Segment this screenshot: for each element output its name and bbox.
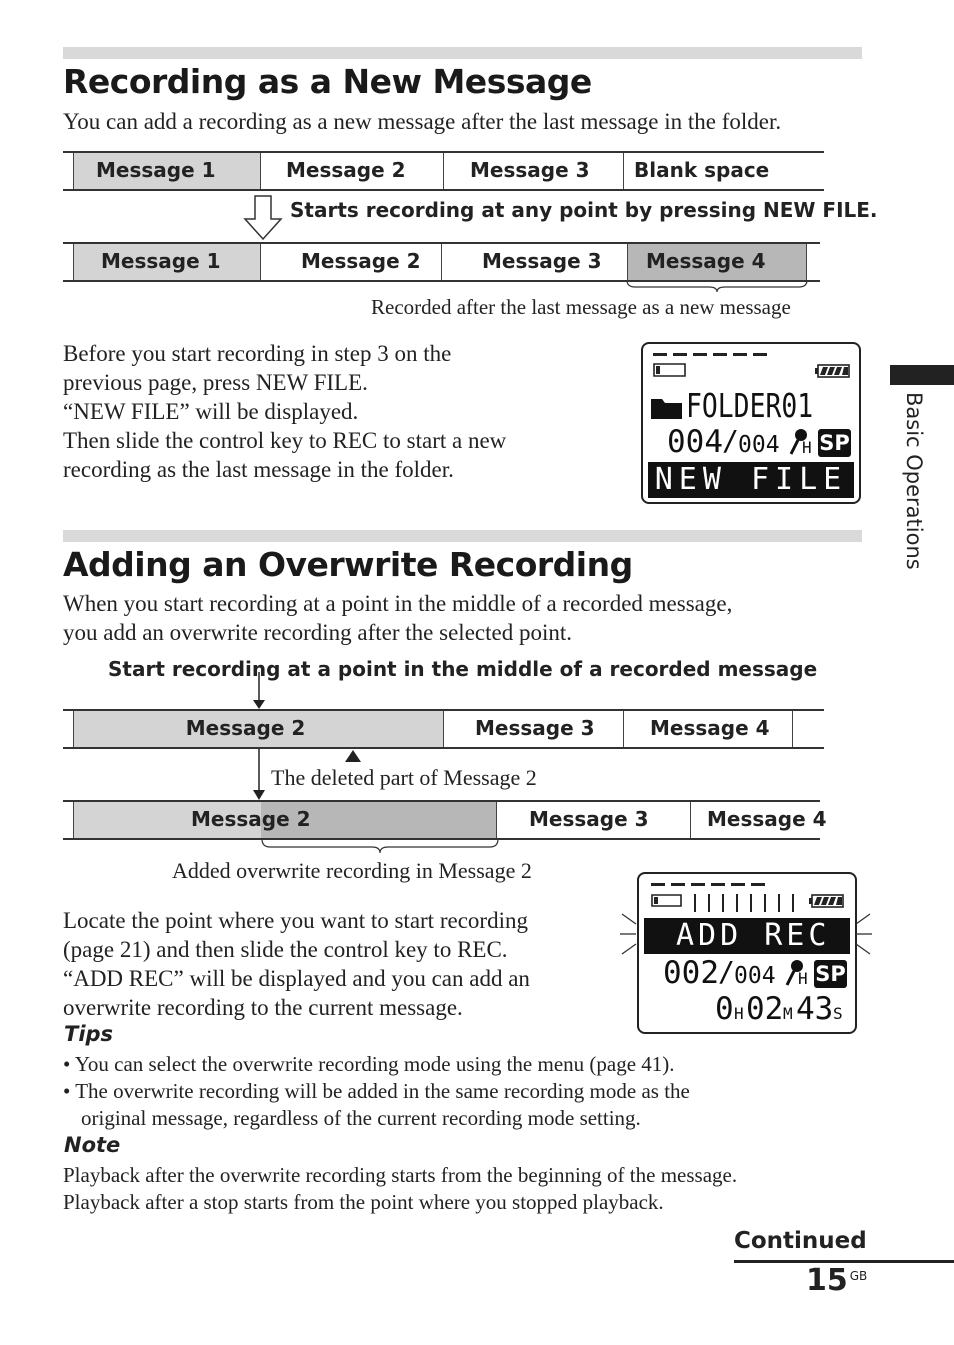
tip-item-continued: original message, regardless of the current recording mode setting. [81, 1106, 641, 1130]
caption: Recorded after the last message as a new message [371, 295, 791, 319]
message-total: 004 [734, 963, 776, 989]
tips-list [63, 1051, 690, 1132]
message-cell: Message 4 [623, 711, 793, 747]
message-row-after [63, 800, 827, 840]
body-text [63, 906, 530, 1022]
page-number-value: 15 [806, 1263, 848, 1298]
caption: Added overwrite recording in Message 2 [172, 858, 532, 883]
message-cell: Message 1 [73, 153, 260, 189]
tip-item: • The overwrite recording will be added in the same recording mode as the [63, 1079, 690, 1103]
message-row-before [63, 151, 824, 191]
message-cell: Message 3 [441, 244, 627, 280]
slash: / [722, 424, 739, 457]
lcd-display-new-file [641, 342, 861, 504]
status-message: NEW FILE [648, 462, 854, 498]
message-row-after [63, 242, 820, 282]
status-message: ADD REC [644, 918, 850, 954]
triangle-up-icon [344, 749, 362, 763]
body-line: When you start recording at a point in the middle of a recorded message, [63, 591, 733, 616]
message-label: Message 2 [191, 807, 311, 831]
elapsed-seconds: 43 [796, 991, 834, 1027]
message-total: 004 [738, 432, 780, 458]
section-intro [63, 589, 732, 647]
note-text [63, 1162, 737, 1216]
message-row-before [63, 709, 824, 749]
section-divider [63, 530, 862, 542]
body-line: Before you start recording in step 3 on the [63, 341, 452, 366]
slash: / [718, 955, 735, 988]
body-line: Locate the point where you want to start recording [63, 908, 528, 933]
arrow-down-icon [243, 195, 283, 241]
battery-icon [815, 364, 851, 378]
diagram-title: Start recording at a point in the middle of a recorded message [108, 657, 818, 681]
segment-bar-icon [653, 352, 773, 358]
record-mode-badge: SP [815, 962, 846, 986]
segment-bar-icon [651, 882, 771, 888]
message-cell: Message 2 [260, 153, 443, 189]
seconds-unit: S [833, 1004, 843, 1023]
message-current: 004 [667, 424, 723, 460]
arrow-label: Starts recording at any point by pressing NEW FILE. [290, 198, 878, 222]
folder-name: FOLDER01 [686, 386, 814, 425]
body-line: overwrite recording to the current message. [63, 995, 463, 1020]
body-line: “NEW FILE” will be displayed. [63, 399, 359, 424]
side-tab-marker [890, 365, 954, 385]
message-cell: Message 3 [496, 802, 690, 838]
message-cell [73, 802, 496, 838]
section-divider [63, 47, 862, 59]
brace-icon [625, 279, 809, 293]
flash-rays-icon [618, 900, 874, 986]
continued-label: Continued [734, 1228, 867, 1254]
elapsed-hours: 0 [715, 991, 734, 1027]
message-cell: Message 2 [260, 244, 441, 280]
message-cell: Message 4 [690, 802, 820, 838]
message-cell: Message 1 [73, 244, 260, 280]
deleted-part-label: The deleted part of Message 2 [271, 765, 537, 790]
hours-unit: H [734, 1004, 744, 1023]
new-message-cell: Message 4 [627, 244, 807, 280]
message-cell: Message 3 [443, 153, 623, 189]
body-line: “ADD REC” will be displayed and you can add an [63, 966, 530, 991]
message-current: 002 [663, 955, 719, 991]
body-line: Then slide the control key to REC to start a new [63, 428, 507, 453]
body-line: previous page, press NEW FILE. [63, 370, 368, 395]
body-text [63, 339, 506, 484]
record-mode-badge: SP [819, 431, 850, 455]
page-suffix: GB [849, 1269, 868, 1283]
note-line: Playback after the overwrite recording starts from the beginning of the message. [63, 1163, 738, 1187]
body-line: (page 21) and then slide the control key to REC. [63, 937, 508, 962]
section-intro: You can add a recording as a new message after the last message in the folder. [63, 109, 782, 134]
sensitivity-label: H [802, 438, 812, 457]
elapsed-minutes: 02 [746, 991, 784, 1027]
sensitivity-label: H [798, 969, 808, 988]
message-cell: Message 3 [443, 711, 623, 747]
tip-item: • You can select the overwrite recording mode using the menu (page 41). [63, 1052, 675, 1076]
folder-icon [650, 394, 683, 420]
message-cell: Message 2 [73, 711, 443, 747]
section-title: Recording as a New Message [63, 62, 592, 101]
section-title: Adding an Overwrite Recording [63, 545, 633, 584]
page-number [806, 1263, 867, 1298]
side-tab-label: Basic Operations [902, 392, 926, 570]
body-line: recording as the last message in the folder. [63, 457, 454, 482]
note-line: Playback after a stop starts from the point where you stopped playback. [63, 1190, 664, 1214]
note-heading: Note [64, 1133, 121, 1157]
body-line: you add an overwrite recording after the selected point. [63, 620, 572, 645]
tips-heading: Tips [64, 1022, 114, 1046]
blank-space-cell: Blank space [623, 153, 824, 189]
brace-icon [260, 838, 500, 854]
memory-icon [653, 362, 687, 378]
minutes-unit: M [783, 1004, 793, 1023]
